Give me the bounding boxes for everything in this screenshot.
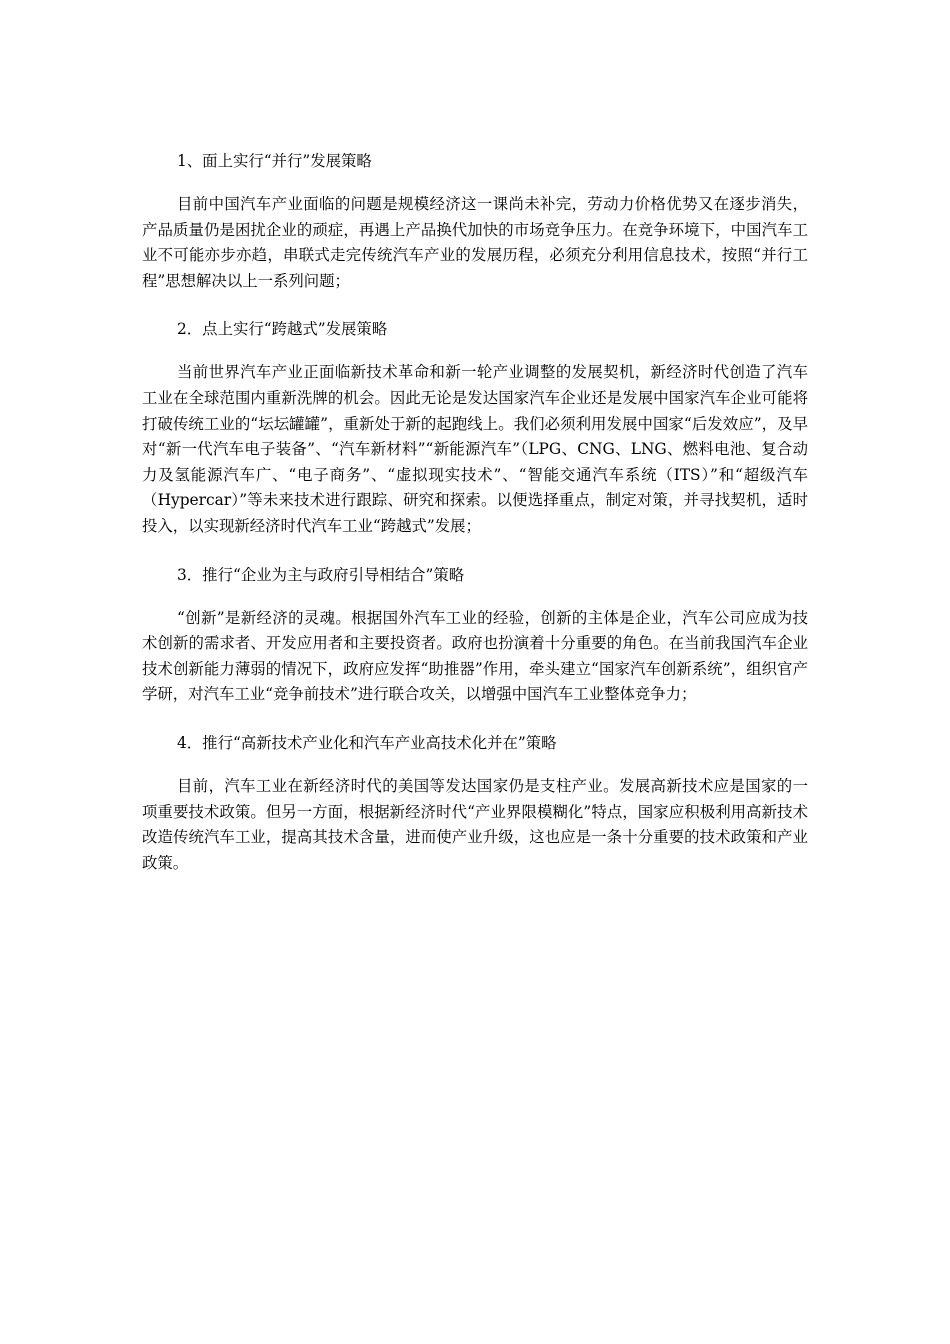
document-body (142, 148, 808, 876)
section-3-paragraph: “创新”是新经济的灵魂。根据国外汽车工业的经验，创新的主体是企业，汽车公司应成为技术创新的需求者、开发应用者和主要投资者。政府也扮演着十分重要的角色。在当前我国汽车企业技术创新能力薄弱的情况下，政府应发挥“助推器”作用，牵头建立“国家汽车创新系统”，组织官产学研，对汽车工业“竞争前技术”进行联合攻关，以增强中国汽车工业整体竞争力； (142, 608, 808, 704)
section-3-heading: 3．推行“企业为主与政府引导相结合”策略 (177, 565, 465, 584)
section-2-paragraph: 当前世界汽车产业正面临新技术革命和新一轮产业调整的发展契机，新经济时代创造了汽车工业在全球范围内重新洗牌的机会。因此无论是发达国家汽车企业还是发展中国家汽车企业可能将打破传统工业的“坛坛罐罐”，重新处于新的起跑线上。我们必须利用发展中国家“后发效应”，及早对“新一代汽车电子装备”、“汽车新材料”“新能源汽车”（LPG、CNG、LNG、燃料电池、复合动力及氢能源汽车广、“电子商务”、“虚拟现实技术”、“智能交通汽车系统（ITS）”和“超级汽车（Hypercar）”等未来技术进行跟踪、研究和探索。以便选择重点，制定对策，并寻找契机，适时投入，以实现新经济时代汽车工业“跨越式”发展； (142, 363, 808, 535)
section-4-heading: 4．推行“高新技术产业化和汽车产业高技术化并在”策略 (177, 733, 557, 752)
section-1-heading: 1、面上实行“并行”发展策略 (177, 152, 372, 170)
section-1-paragraph: 目前中国汽车产业面临的问题是规模经济这一课尚未补完，劳动力价格优势又在逐步消失，产品质量仍是困扰企业的顽症，再遇上产品换代加快的市场竞争压力。在竞争环境下，中国汽车工业不可能亦步亦趋，串联式走完传统汽车产业的发展历程，必须充分利用信息技术，按照“并行工程”思想解决以上一系列问题； (142, 195, 808, 290)
section-2-heading: 2．点上实行“跨越式”发展策略 (177, 320, 388, 339)
section-4-paragraph: 目前，汽车工业在新经济时代的美国等发达国家仍是支柱产业。发展高新技术应是国家的一项重要技术政策。但另一方面，根据新经济时代“产业界限模糊化”特点，国家应积极利用高新技术改造传统汽车工业，提高其技术含量，进而使产业升级，这也应是一条十分重要的技术政策和产业政策。 (142, 776, 808, 872)
